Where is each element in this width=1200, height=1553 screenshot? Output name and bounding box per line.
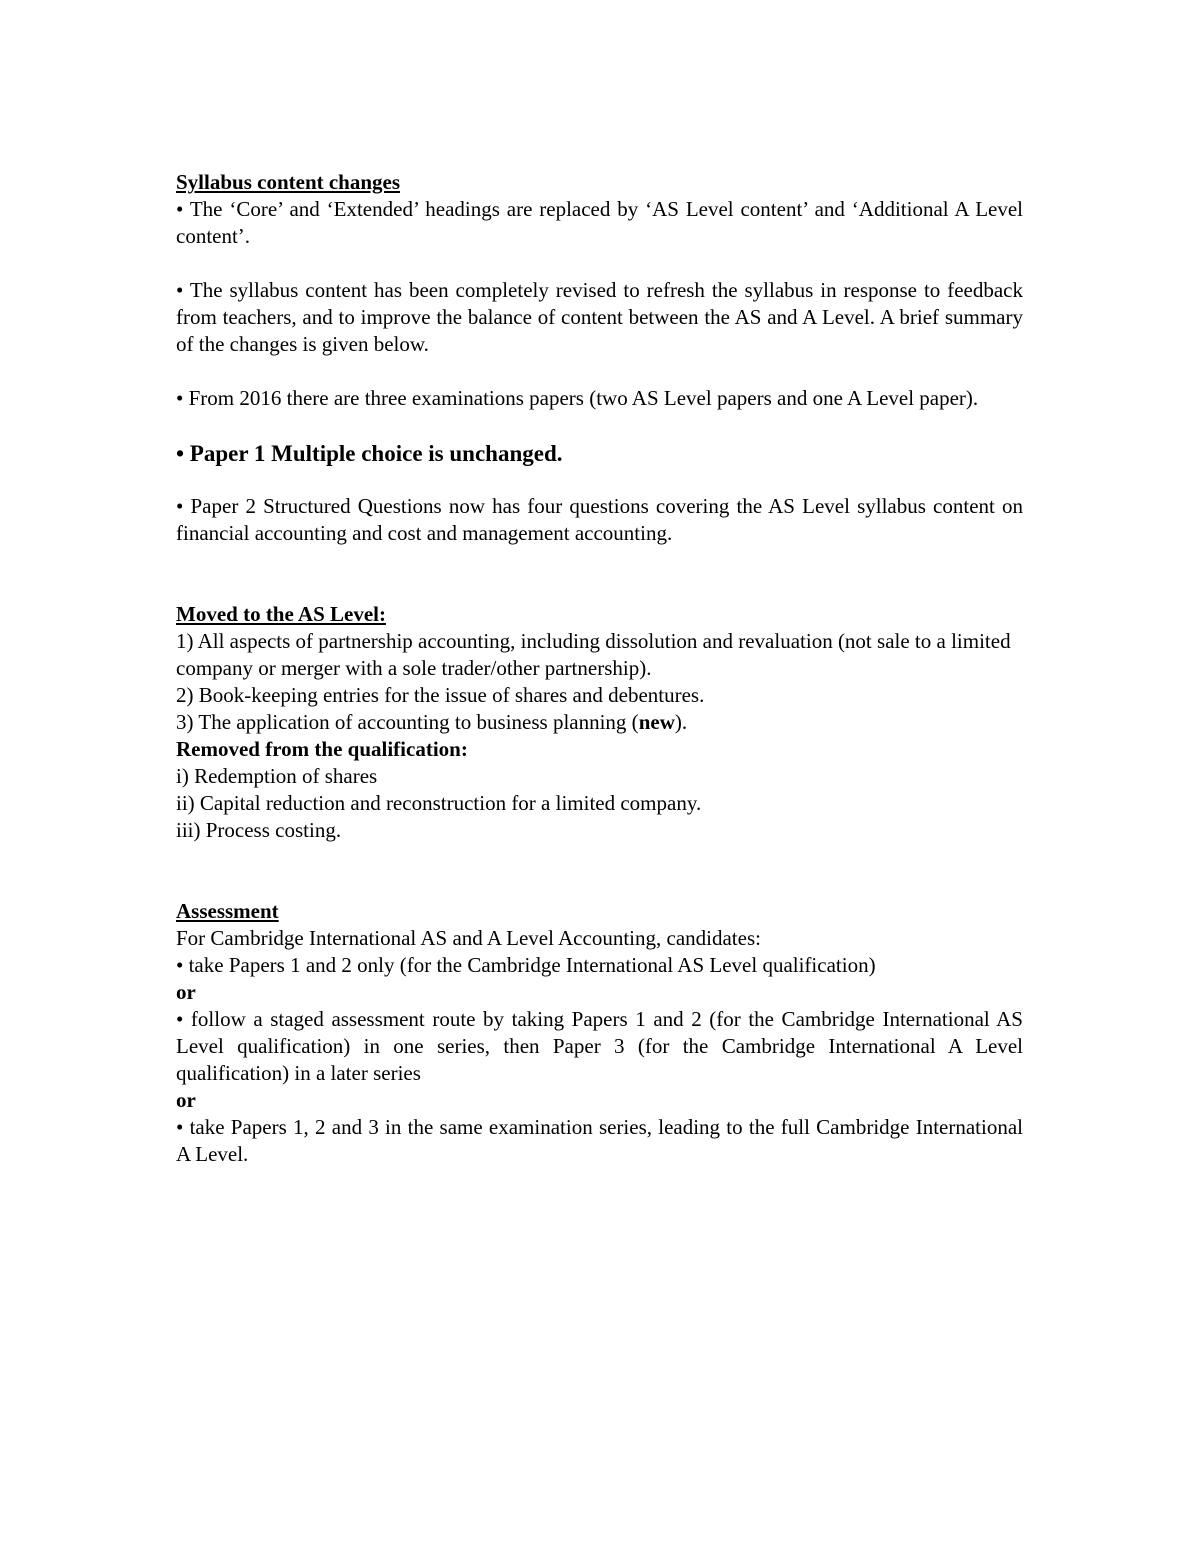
moved-item-3-end: ). bbox=[674, 710, 688, 734]
removed-item-2: ii) Capital reduction and reconstruction for a limited company. bbox=[176, 791, 702, 815]
new-label: new bbox=[638, 710, 675, 734]
assessment-intro: For Cambridge International AS and A Level Accounting, candidates: bbox=[176, 926, 761, 950]
moved-item-2: 2) Book-keeping entries for the issue of shares and debentures. bbox=[176, 683, 705, 707]
or-separator-2: or bbox=[176, 1088, 196, 1112]
assessment-option-3: • take Papers 1, 2 and 3 in the same examination series, leading to the full Cambridge International A Level. bbox=[176, 1115, 1023, 1166]
document-body bbox=[176, 169, 1032, 1168]
bullet-core-extended: • The ‘Core’ and ‘Extended’ headings are replaced by ‘AS Level content’ and ‘Additional A Level content’. bbox=[176, 197, 1023, 248]
syllabus-changes-heading: Syllabus content changes bbox=[176, 170, 401, 194]
assessment-option-2: • follow a staged assessment route by taking Papers 1 and 2 (for the Cambridge International AS Level qualification) in one series, then Paper 3 (for the Cambridge International A Level qualification) in a later series bbox=[176, 1007, 1023, 1085]
bullet-paper2-structured: • Paper 2 Structured Questions now has four questions covering the AS Level syllabus content on financial accounting and cost and management accounting. bbox=[176, 494, 1023, 545]
or-separator-1: or bbox=[176, 980, 196, 1004]
moved-item-3-text: 3) The application of accounting to business planning ( bbox=[176, 710, 639, 734]
moved-to-as-heading: Moved to the AS Level: bbox=[176, 602, 386, 626]
removed-item-3: iii) Process costing. bbox=[176, 818, 342, 842]
bullet-paper1-unchanged: • Paper 1 Multiple choice is unchanged. bbox=[176, 441, 563, 466]
bullet-content-revised: • The syllabus content has been completely revised to refresh the syllabus in response to feedback from teachers, and to improve the balance of content between the AS and A Level. A brief summary of the changes is given below. bbox=[176, 278, 1023, 356]
removed-item-1: i) Redemption of shares bbox=[176, 764, 378, 788]
assessment-option-1: • take Papers 1 and 2 only (for the Cambridge International AS Level qualification) bbox=[176, 953, 876, 977]
moved-item-3 bbox=[176, 709, 1023, 736]
assessment-heading: Assessment bbox=[176, 899, 279, 923]
bullet-three-papers: • From 2016 there are three examinations papers (two AS Level papers and one A Level paper). bbox=[176, 386, 979, 410]
moved-item-1: 1) All aspects of partnership accounting, including dissolution and revaluation (not sale to a limited company or merger with a sole trader/other partnership). bbox=[176, 629, 1032, 680]
removed-heading: Removed from the qualification: bbox=[176, 737, 468, 761]
